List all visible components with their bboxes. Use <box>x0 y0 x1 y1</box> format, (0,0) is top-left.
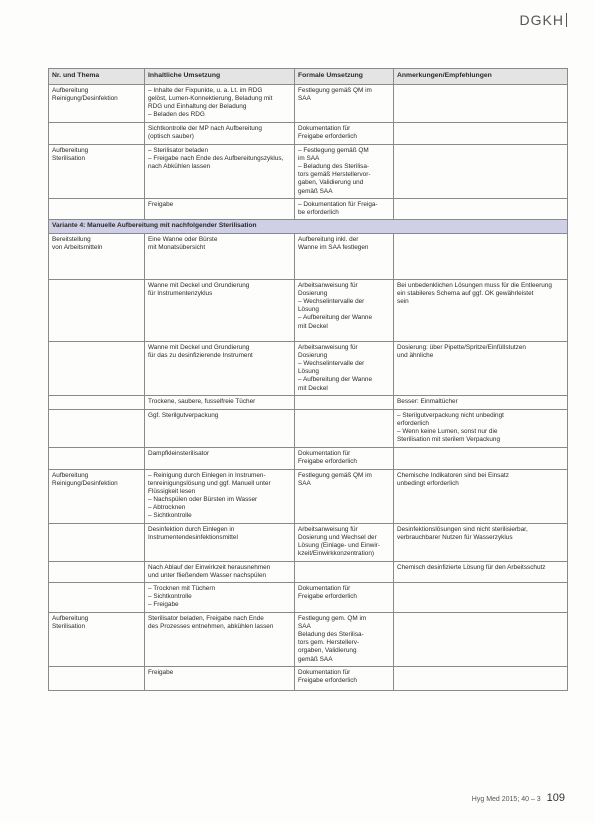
table-cell <box>394 198 568 219</box>
cell-line: Desinfektion durch Einlegen in <box>148 525 235 533</box>
cell-line: tors gemäß Herstellervor- <box>298 171 371 179</box>
cell-line: Reinigung/Desinfektion <box>52 479 118 487</box>
cell-line: Aufbereitung <box>52 86 89 94</box>
cell-line: Beladung des Sterilisa- <box>298 630 364 638</box>
cell-line: Freigabe erforderlich <box>298 676 357 684</box>
table-row <box>49 279 568 341</box>
table-cell <box>394 395 568 409</box>
cell-line: Eine Wanne oder Bürste <box>148 235 218 243</box>
cell-line: Lösung (Einlage- und Einwir- <box>298 542 381 549</box>
cell-line: gemäß SAA <box>298 655 333 663</box>
table-row <box>49 122 568 144</box>
table-cell <box>295 233 394 279</box>
table-cell <box>295 122 394 144</box>
table-row <box>49 84 568 122</box>
cell-line: Dokumentation für <box>298 124 351 132</box>
table-cell <box>145 144 295 198</box>
table-row <box>49 144 568 198</box>
table-cell <box>295 561 394 582</box>
table-cell <box>394 612 568 666</box>
table-cell <box>394 583 568 613</box>
cell-line: Arbeitsanweisung für <box>298 525 358 533</box>
cell-line: Dosierung <box>298 289 328 297</box>
cell-line: Festlegung gemäß QM im <box>298 471 372 479</box>
table-cell <box>394 279 568 341</box>
cell-line: – Sterilgutverpackung nicht unbedingt <box>397 411 504 419</box>
cell-line: Aufbereitung <box>52 614 89 622</box>
table-cell <box>394 469 568 523</box>
cell-line: ein stabileres Schema auf ggf. OK gewährleistet <box>397 289 534 297</box>
cell-line: gelöst, Lumen-Konnektierung, Beladung mit <box>148 94 273 102</box>
table-cell <box>145 198 295 219</box>
cell-line: – Inhalte der Fixpunkte, u. a. Lt. im RDG <box>148 86 263 94</box>
cell-line: Dokumentation für <box>298 668 351 676</box>
table-cell <box>145 233 295 279</box>
cell-line: für das zu desinfizierende Instrument <box>148 351 253 359</box>
table-cell <box>145 469 295 523</box>
table-cell <box>394 122 568 144</box>
cell-line: von Arbeitsmitteln <box>52 243 103 251</box>
table-row <box>49 612 568 666</box>
table-cell <box>394 341 568 395</box>
table-cell <box>295 341 394 395</box>
cell-line: Wanne mit Deckel und Grundierung <box>148 281 250 289</box>
cell-line: – Aufbereitung der Wanne <box>298 376 373 384</box>
table-cell <box>49 666 145 690</box>
table-cell <box>394 233 568 279</box>
cell-line: Sterilisation <box>52 622 86 630</box>
table-cell <box>295 409 394 447</box>
cell-line: – Aufbereitung der Wanne <box>298 314 373 322</box>
cell-line: verbrauchbarer Nutzen für Wasserzyklus <box>397 533 513 541</box>
cell-line: des Prozesses entnehmen, abkühlen lassen <box>148 622 274 630</box>
table-cell <box>145 84 295 122</box>
cell-line: Trockene, saubere, fusselfreie Tücher <box>148 397 256 405</box>
table-cell <box>145 395 295 409</box>
cell-line: – Dokumentation für Freiga- <box>298 200 378 208</box>
table-cell <box>49 561 145 582</box>
table-row <box>49 198 568 219</box>
cell-line: – Trocknen mit Tüchern <box>148 585 216 592</box>
cell-line: – Reinigung durch Einlegen in Instrumen- <box>148 471 266 479</box>
cell-line: Ggf. Sterilgutverpackung <box>148 411 219 419</box>
cell-line: – Beladung des Sterilisa- <box>298 163 370 171</box>
cell-line: Sterilisator beladen, Freigabe nach Ende <box>148 614 264 622</box>
cell-line: Dampfkleinsterilisator <box>148 449 210 457</box>
cell-line: Dokumentation für <box>298 449 351 457</box>
cell-line: – Freigabe <box>148 601 179 609</box>
cell-line: Aufbereitung <box>52 146 89 154</box>
section-title: Variante 4: Manuelle Aufbereitung mit nachfolgender Sterilisation <box>49 220 568 233</box>
cell-line: Arbeitsanweisung für <box>298 343 358 351</box>
cell-line: – Sichtkontrolle <box>148 512 192 520</box>
cell-line: Besser: Einmaltücher <box>397 397 458 405</box>
cell-line: Aufbereitung inkl. der <box>298 235 359 243</box>
table-cell <box>295 666 394 690</box>
column-header: Nr. und Thema <box>49 69 145 85</box>
cell-line: – Freigabe nach Ende des Aufbereitungszyklus, <box>148 154 284 162</box>
table-cell <box>145 666 295 690</box>
table-cell <box>145 561 295 582</box>
cell-line: und ähnliche <box>397 351 434 359</box>
table-row <box>49 469 568 523</box>
table-cell <box>145 523 295 561</box>
cell-line: mit Deckel <box>298 322 328 330</box>
journal-logo: DGKH <box>520 12 567 28</box>
cell-line: Dokumentation für <box>298 585 351 592</box>
cell-line: Freigabe erforderlich <box>298 457 357 465</box>
table-cell <box>295 395 394 409</box>
table-cell <box>49 612 145 666</box>
table-cell <box>394 409 568 447</box>
cell-line: Sterilisation mit sterilem Verpackung <box>397 436 501 444</box>
table-cell <box>49 144 145 198</box>
cell-line: – Abtrocknen <box>148 504 186 512</box>
cell-line: Arbeitsanweisung für <box>298 281 358 289</box>
cell-line: für Instrumentenzyklus <box>148 289 213 297</box>
table-cell <box>49 447 145 469</box>
table-cell <box>295 612 394 666</box>
journal-reference: Hyg Med 2015; 40 – 3 <box>471 796 541 803</box>
table-cell <box>295 198 394 219</box>
cell-line: kzeit/Einwirkkonzentration) <box>298 550 375 558</box>
cell-line: Wanne mit Deckel und Grundierung <box>148 343 250 351</box>
table-cell <box>49 409 145 447</box>
table-cell <box>145 583 295 613</box>
table-cell <box>145 409 295 447</box>
cell-line: – Wechselintervalle der <box>298 360 365 367</box>
cell-line: erforderlich <box>397 419 429 427</box>
cell-line: sein <box>397 298 409 305</box>
cell-line: gaben, Validierung und <box>298 179 364 187</box>
cell-line: tenreinigungslösung und ggf. Manuell unter <box>148 479 271 487</box>
cell-line: Freigabe <box>148 668 174 676</box>
cell-line: nach Abkühlen lassen <box>148 163 211 171</box>
cell-line: – Festlegung gemäß QM <box>298 146 369 154</box>
cell-line: mit Deckel <box>298 384 328 392</box>
cell-line: Dosierung <box>298 351 328 359</box>
page-footer <box>472 792 565 804</box>
table-cell <box>49 84 145 122</box>
table-cell <box>145 341 295 395</box>
cell-line: orgaben, Validierung <box>298 647 357 655</box>
cell-line: Freigabe erforderlich <box>298 132 357 140</box>
cell-line: Instrumentendesinfektionsmittel <box>148 533 238 541</box>
cell-line: – Sichtkontrolle <box>148 593 192 601</box>
cell-line: – Wechselintervalle der <box>298 298 365 305</box>
table-cell <box>49 523 145 561</box>
table-cell <box>295 447 394 469</box>
table-cell <box>394 523 568 561</box>
table-cell <box>49 279 145 341</box>
table-cell <box>49 122 145 144</box>
cell-line: Lösung <box>298 306 319 314</box>
page-number: 109 <box>546 792 565 804</box>
cell-line: Dosierung: über Pipette/Spritze/EinfüIlstutzen <box>397 343 526 351</box>
table-cell <box>145 279 295 341</box>
table-cell <box>145 447 295 469</box>
cell-line: – Beladen des RDG <box>148 111 205 119</box>
cell-line: Dosierung und Wechsel der <box>298 533 377 541</box>
table-cell <box>394 144 568 198</box>
cell-line: Aufbereitung <box>52 471 89 479</box>
cell-line: Wanne im SAA festlegen <box>298 243 369 251</box>
table-row <box>49 666 568 690</box>
table-row <box>49 583 568 613</box>
table-cell <box>295 144 394 198</box>
cell-line: – Sterilisator beladen <box>148 146 209 154</box>
cell-line: Reinigung/Desinfektion <box>52 94 118 102</box>
table-row <box>49 233 568 279</box>
cell-line: Bereitstellung <box>52 235 91 243</box>
cell-line: be erforderlich <box>298 209 339 216</box>
cell-line: Nach Ablauf der Einwirkzeit herausnehmen <box>148 563 271 571</box>
cell-line: mit Monatsübersicht <box>148 243 206 251</box>
column-header: Formale Umsetzung <box>295 69 394 85</box>
table-cell <box>394 84 568 122</box>
cell-line: unbedingt erforderlich <box>397 479 459 487</box>
table-cell <box>394 666 568 690</box>
column-header: Anmerkungen/Empfehlungen <box>394 69 568 85</box>
cell-line: (optisch sauber) <box>148 132 194 140</box>
table-cell <box>295 279 394 341</box>
cell-line: SAA <box>298 479 311 487</box>
cell-line: tors gem. Herstellerv- <box>298 639 360 647</box>
cell-line: Bei unbedenklichen Lösungen muss für die Entleerung <box>397 281 552 289</box>
table-row <box>49 395 568 409</box>
cell-line: RDG und Einhaltung der Beladung <box>148 103 247 111</box>
cell-line: Freigabe erforderlich <box>298 593 357 601</box>
table-cell <box>295 523 394 561</box>
cell-line: Festlegung gem. QM im <box>298 614 367 622</box>
table-cell <box>394 447 568 469</box>
table-cell <box>394 561 568 582</box>
table-header-row <box>49 69 568 85</box>
table-row <box>49 341 568 395</box>
cell-line: Flüssigkeit lesen <box>148 487 196 495</box>
table-cell <box>295 469 394 523</box>
cell-line: Chemische Indikatoren sind bei Einsatz <box>397 471 509 479</box>
cell-line: Festlegung gemäß QM im <box>298 86 372 94</box>
table-row <box>49 523 568 561</box>
cell-line: Sichtkontrolle der MP nach Aufbereitung <box>148 124 262 132</box>
table-cell <box>295 583 394 613</box>
table-row <box>49 447 568 469</box>
cell-line: SAA <box>298 94 311 102</box>
cell-line: Sterilisation <box>52 154 86 162</box>
cell-line: SAA <box>298 622 311 630</box>
cell-line: gemäß SAA <box>298 187 333 195</box>
table-cell <box>145 122 295 144</box>
table-cell <box>49 233 145 279</box>
cell-line: und unter fließendem Wasser nachspülen <box>148 571 267 579</box>
column-header: Inhaltliche Umsetzung <box>145 69 295 85</box>
table-cell <box>49 341 145 395</box>
table-row <box>49 561 568 582</box>
section-header-row <box>49 220 568 233</box>
table-cell <box>295 84 394 122</box>
cell-line: Desinfektionslösungen sind nicht sterilisierbar, <box>397 525 528 533</box>
table-row <box>49 409 568 447</box>
table-cell <box>49 198 145 219</box>
recommendation-table <box>48 68 568 691</box>
cell-line: Freigabe <box>148 200 174 208</box>
cell-line: – Wenn keine Lumen, sonst nur die <box>397 428 498 436</box>
cell-line: im SAA <box>298 154 320 162</box>
cell-line: Chemisch desinfizierte Lösung für den Arbeitsschutz <box>397 563 546 571</box>
table-cell <box>145 612 295 666</box>
cell-line: – Nachspülen oder Bürsten im Wasser <box>148 496 258 504</box>
table-cell <box>49 583 145 613</box>
table-cell <box>49 395 145 409</box>
table-cell <box>49 469 145 523</box>
cell-line: Lösung <box>298 368 319 376</box>
